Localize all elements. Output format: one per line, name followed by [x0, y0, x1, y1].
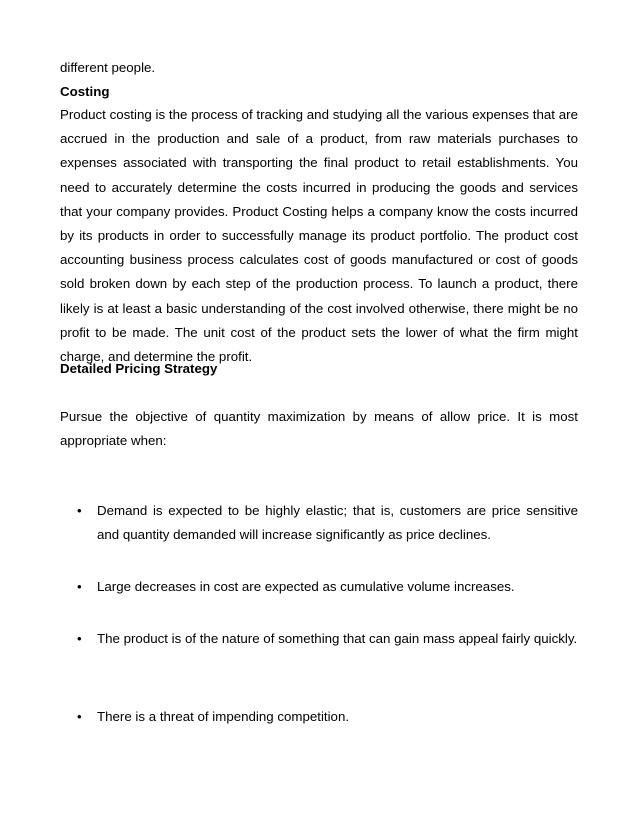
bullet-icon: •: [77, 503, 82, 518]
costing-heading: Costing: [60, 84, 110, 99]
intro-text: different people.: [60, 60, 156, 75]
pricing-strategy-heading: Detailed Pricing Strategy: [60, 361, 218, 376]
bullet-icon: •: [77, 579, 82, 594]
bullet-text: Large decreases in cost are expected as cumulative volume increases.: [97, 579, 515, 594]
bullet-icon: •: [77, 631, 82, 646]
pricing-strategy-paragraph: Pursue the objective of quantity maximization by means of allow price. It is most appropriate when:: [60, 409, 578, 449]
costing-paragraph: Product costing is the process of tracking and studying all the various expenses that are accrued in the production and sale of a product, from raw materials purchases to expenses associated with transporting the final product to retail establishments. You need to accurately determine the costs incurred in producing the goods and services that your company provides. Product Costing helps a company know the costs incurred by its products in order to successfully manage its product portfolio. The product cost accounting business process calculates cost of goods manufactured or cost of goods sold broken down by each step of the production process. To launch a product, there likely is at least a basic understanding of the cost involved otherwise, there might be no profit to be made. The unit cost of the product sets the lower of what the firm might charge, and determine the profit.: [60, 107, 578, 365]
bullet-icon: •: [77, 709, 82, 724]
bullet-text: The product is of the nature of something that can gain mass appeal fairly quickly.: [97, 631, 578, 646]
bullet-text: There is a threat of impending competition.: [97, 709, 350, 724]
bullet-text: Demand is expected to be highly elastic; that is, customers are price sensitive and quantity demanded will increase significantly as price declines.: [97, 503, 578, 543]
